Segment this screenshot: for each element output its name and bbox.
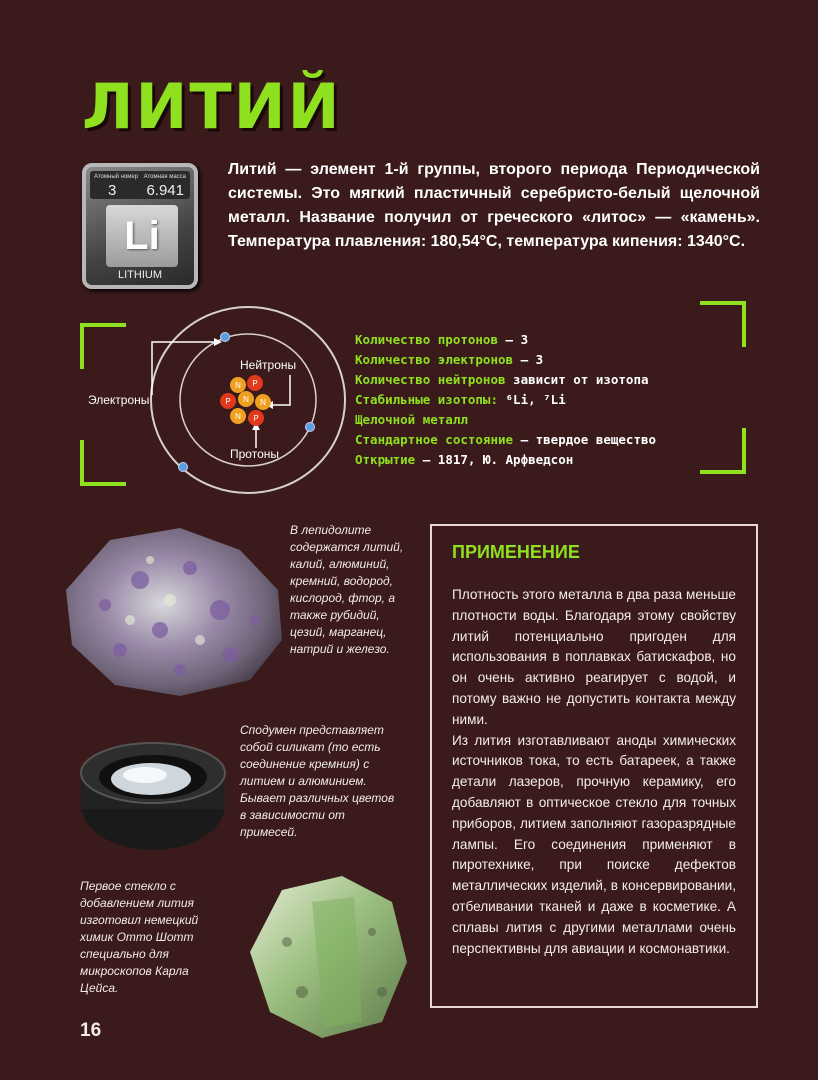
atomic-number: 3: [108, 182, 117, 199]
electrons-pointer: [152, 342, 218, 395]
tile-header: [90, 171, 190, 199]
frame-corner-bottom-right: [700, 428, 746, 474]
atomic-number-label: Атомный номер: [94, 174, 139, 180]
property-key: Количество протонов: [355, 332, 498, 347]
property-key: Количество нейтронов: [355, 372, 506, 387]
property-row: [355, 450, 656, 470]
atomic-mass: 6.941: [146, 182, 184, 199]
properties-list: [355, 330, 656, 470]
application-paragraph: Плотность этого металла в два раза меньше плотности воды. Благодаря этому свойству литий потенциально пригоден для использования в поплавках батискафов, но он очень активно реагирует с водой, и потому важно не допустить контакта между ними.: [452, 587, 736, 727]
property-key: Стандартное состояние: [355, 432, 514, 447]
property-row: [355, 410, 656, 430]
neutrons-pointer: [270, 375, 290, 405]
property-row: [355, 390, 656, 410]
protons-label: Протоны: [230, 447, 279, 461]
page-title: ЛИТИЙ: [82, 70, 342, 143]
neutrons-label: Нейтроны: [240, 358, 297, 372]
proton-letter: P: [252, 379, 258, 388]
atomic-mass-label: Атомная масса: [143, 174, 186, 180]
element-tile: [82, 163, 198, 289]
electron: [179, 463, 188, 472]
property-value: — 3: [513, 352, 544, 367]
spodumene-caption: Сподумен представляет собой силикат (то есть соединение кремния) с литием и алюминием. Бывает различных цветов в зависимости от примесей.: [240, 723, 395, 839]
page-number: 16: [80, 1020, 102, 1041]
property-value: зависит от изотопа: [505, 372, 649, 387]
property-key: Количество электронов: [355, 352, 514, 367]
property-key: Открытие: [355, 452, 416, 467]
property-row: [355, 350, 656, 370]
lens-image: [75, 735, 235, 855]
proton-letter: P: [225, 397, 231, 406]
lepidolite-caption: В лепидолите содержатся литий, калий, алюминий, кремний, водород, кислород, фтор, а также рубидий, цезий, марганец, натрий и железо.: [290, 523, 404, 656]
intro-text: Литий — элемент 1-й группы, второго периода Периодической системы. Это мягкий пластичный серебристо-белый щелочной металл. Название получил от греческого «литос» — «камень». Температура плавления: 180,54°C, температура кипения: 1340°C.: [228, 161, 760, 250]
proton-letter: P: [253, 414, 259, 423]
application-paragraph: Из лития изготавливают аноды химических источников тока, то есть батареек, а также детали лазеров, прочную керамику, его добавляют в оптическое стекло для точных приборов, литием заполняют газоразрядные лампы. Его соединения применяют в пиротехнике, при поиске дефектов металлических изделий, в консервировании, отбеливании тканей и даже в косметике. А сплавы лития с другими металлами очень перспективны для авиации и космонавтики.: [452, 732, 736, 956]
property-value: — твердое вещество: [513, 432, 657, 447]
property-value: ⁶Li, ⁷Li: [498, 392, 566, 407]
property-row: [355, 430, 656, 450]
electron: [306, 423, 315, 432]
neutron-letter: N: [243, 395, 249, 404]
property-value: — 1817, Ю. Арфведсон: [415, 452, 574, 467]
electron: [221, 333, 230, 342]
electrons-label: Электроны: [88, 393, 150, 407]
property-key: Щелочной металл: [355, 412, 468, 427]
neutron-letter: N: [235, 381, 241, 390]
property-key: Стабильные изотопы:: [355, 392, 498, 407]
element-symbol: Li: [106, 205, 178, 267]
lepidolite-image: [60, 520, 290, 700]
element-name: LITHIUM: [118, 269, 162, 281]
glass-caption: Первое стекло с добавлением лития изготовил немецкий химик Отто Шотт специально для микроскопов Карла Цейса.: [80, 879, 199, 995]
neutron-letter: N: [235, 412, 241, 421]
property-row: [355, 370, 656, 390]
spodumene-image: [242, 872, 412, 1040]
property-row: [355, 330, 656, 350]
nucleus: [220, 375, 271, 426]
property-value: — 3: [498, 332, 529, 347]
application-box: [430, 524, 758, 1008]
application-title: ПРИМЕНЕНИЕ: [452, 542, 580, 562]
neutron-letter: N: [260, 398, 266, 407]
frame-corner-top-right: [700, 301, 746, 347]
